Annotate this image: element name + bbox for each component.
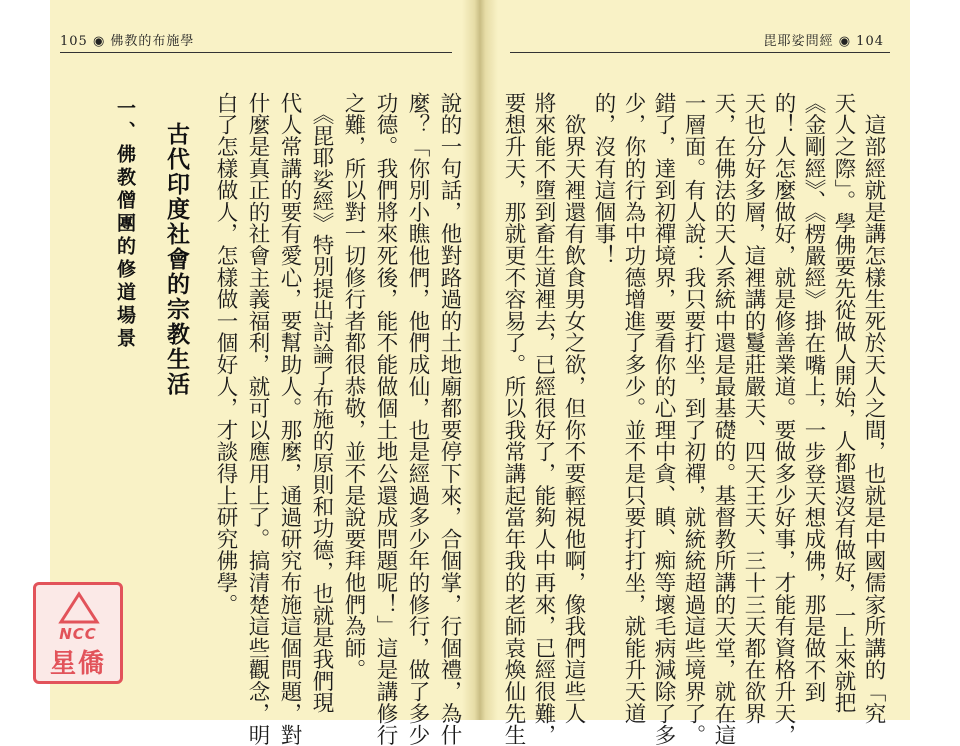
left-text-column-1: 說的一句話，他對路過的土地廟都要停下來，合個掌，行個禮，為什	[437, 92, 462, 746]
ncc-watermark-stamp	[33, 582, 123, 684]
stamp-latin-text: NCC	[59, 625, 97, 643]
right-text-column-4: 的！人怎麼做好，就是修善業道。要做多少好事，才能有資格升天，	[771, 92, 796, 746]
section-title: 古代印度社會的宗教生活	[163, 122, 189, 397]
right-page-header: 毘耶娑問經 ◉ 104	[763, 34, 884, 49]
left-text-column-6: 代人常講的要有愛心，要幫助人。那麼，通過研究布施這個問題，對	[277, 92, 302, 746]
right-text-column-13: 要想升天，那就更不容易了。所以我常講起當年我的老師袁煥仙先生	[501, 92, 526, 746]
right-text-column-12: 將來能不墮到畜生道裡去，已經很好了，能夠人中再來，已經很難，	[531, 92, 556, 746]
right-text-column-1: 這部經就是講怎樣生死於天人之間，也就是中國儒家所講的「究	[861, 92, 886, 725]
book-spread	[50, 0, 910, 746]
triangle-icon	[58, 591, 100, 625]
left-text-column-7: 什麼是真正的社會主義福利，就可以應用上了。搞清楚這些觀念，明	[245, 92, 270, 746]
left-text-column-4: 之難，所以對一切修行者都很恭敬，並不是說要拜他們為師。	[341, 92, 366, 681]
left-page-header: 105 ◉ 佛教的布施學	[60, 34, 195, 49]
right-text-column-8: 錯了，達到初禪境界，要看你的心理中貪、瞋、痴等壞毛病減除了多	[651, 92, 676, 746]
left-header-rule	[60, 52, 452, 53]
right-text-column-9: 少，你的行為中功德增進了多少。並不是只要打打坐，就能升天道	[621, 92, 646, 725]
left-text-column-2: 麼？「你別小瞧他們，他們成仙，也是經過多少年的修行，做了多少	[405, 92, 430, 746]
subsection-title: 一、佛教僧團的修道場景	[114, 98, 136, 351]
right-text-column-2: 天人之際」。學佛要先從做人開始，人都還沒有做好，一上來就把	[831, 92, 856, 714]
stamp-chinese-text: 星僑	[49, 649, 106, 679]
left-text-column-8: 白了怎樣做人，怎樣做一個好人，才談得上研究佛學。	[213, 92, 238, 616]
right-text-column-3: 《金剛經》、《楞嚴經》掛在嘴上，一步登天想成佛，那是做不到	[801, 92, 826, 703]
right-text-column-6: 天，在佛法的天人系統中還是最基礎的。基督教所講的天堂，就在這	[711, 92, 736, 746]
right-header-rule	[510, 52, 890, 53]
right-text-column-7: 一層面。有人說：我只要打坐，到了初禪，就統統超過這些境界了。	[681, 92, 706, 746]
right-text-column-10: 的，沒有這個事！	[591, 92, 616, 267]
right-page	[492, 0, 910, 746]
left-text-column-5: 《毘耶娑經》特別提出討論了布施的原則和功德，也就是我們現	[309, 92, 334, 714]
left-text-column-3: 功德。我們將來死後，能不能做個土地公還成問題呢！」這是講修行	[373, 92, 398, 746]
right-text-column-11: 欲界天裡還有飲食男女之欲，但你不要輕視他啊，像我們這些人	[561, 92, 586, 725]
right-text-column-5: 天也分好多層，這裡講的鬘莊嚴天、四天王天、三十三天都在欲界	[741, 92, 766, 725]
